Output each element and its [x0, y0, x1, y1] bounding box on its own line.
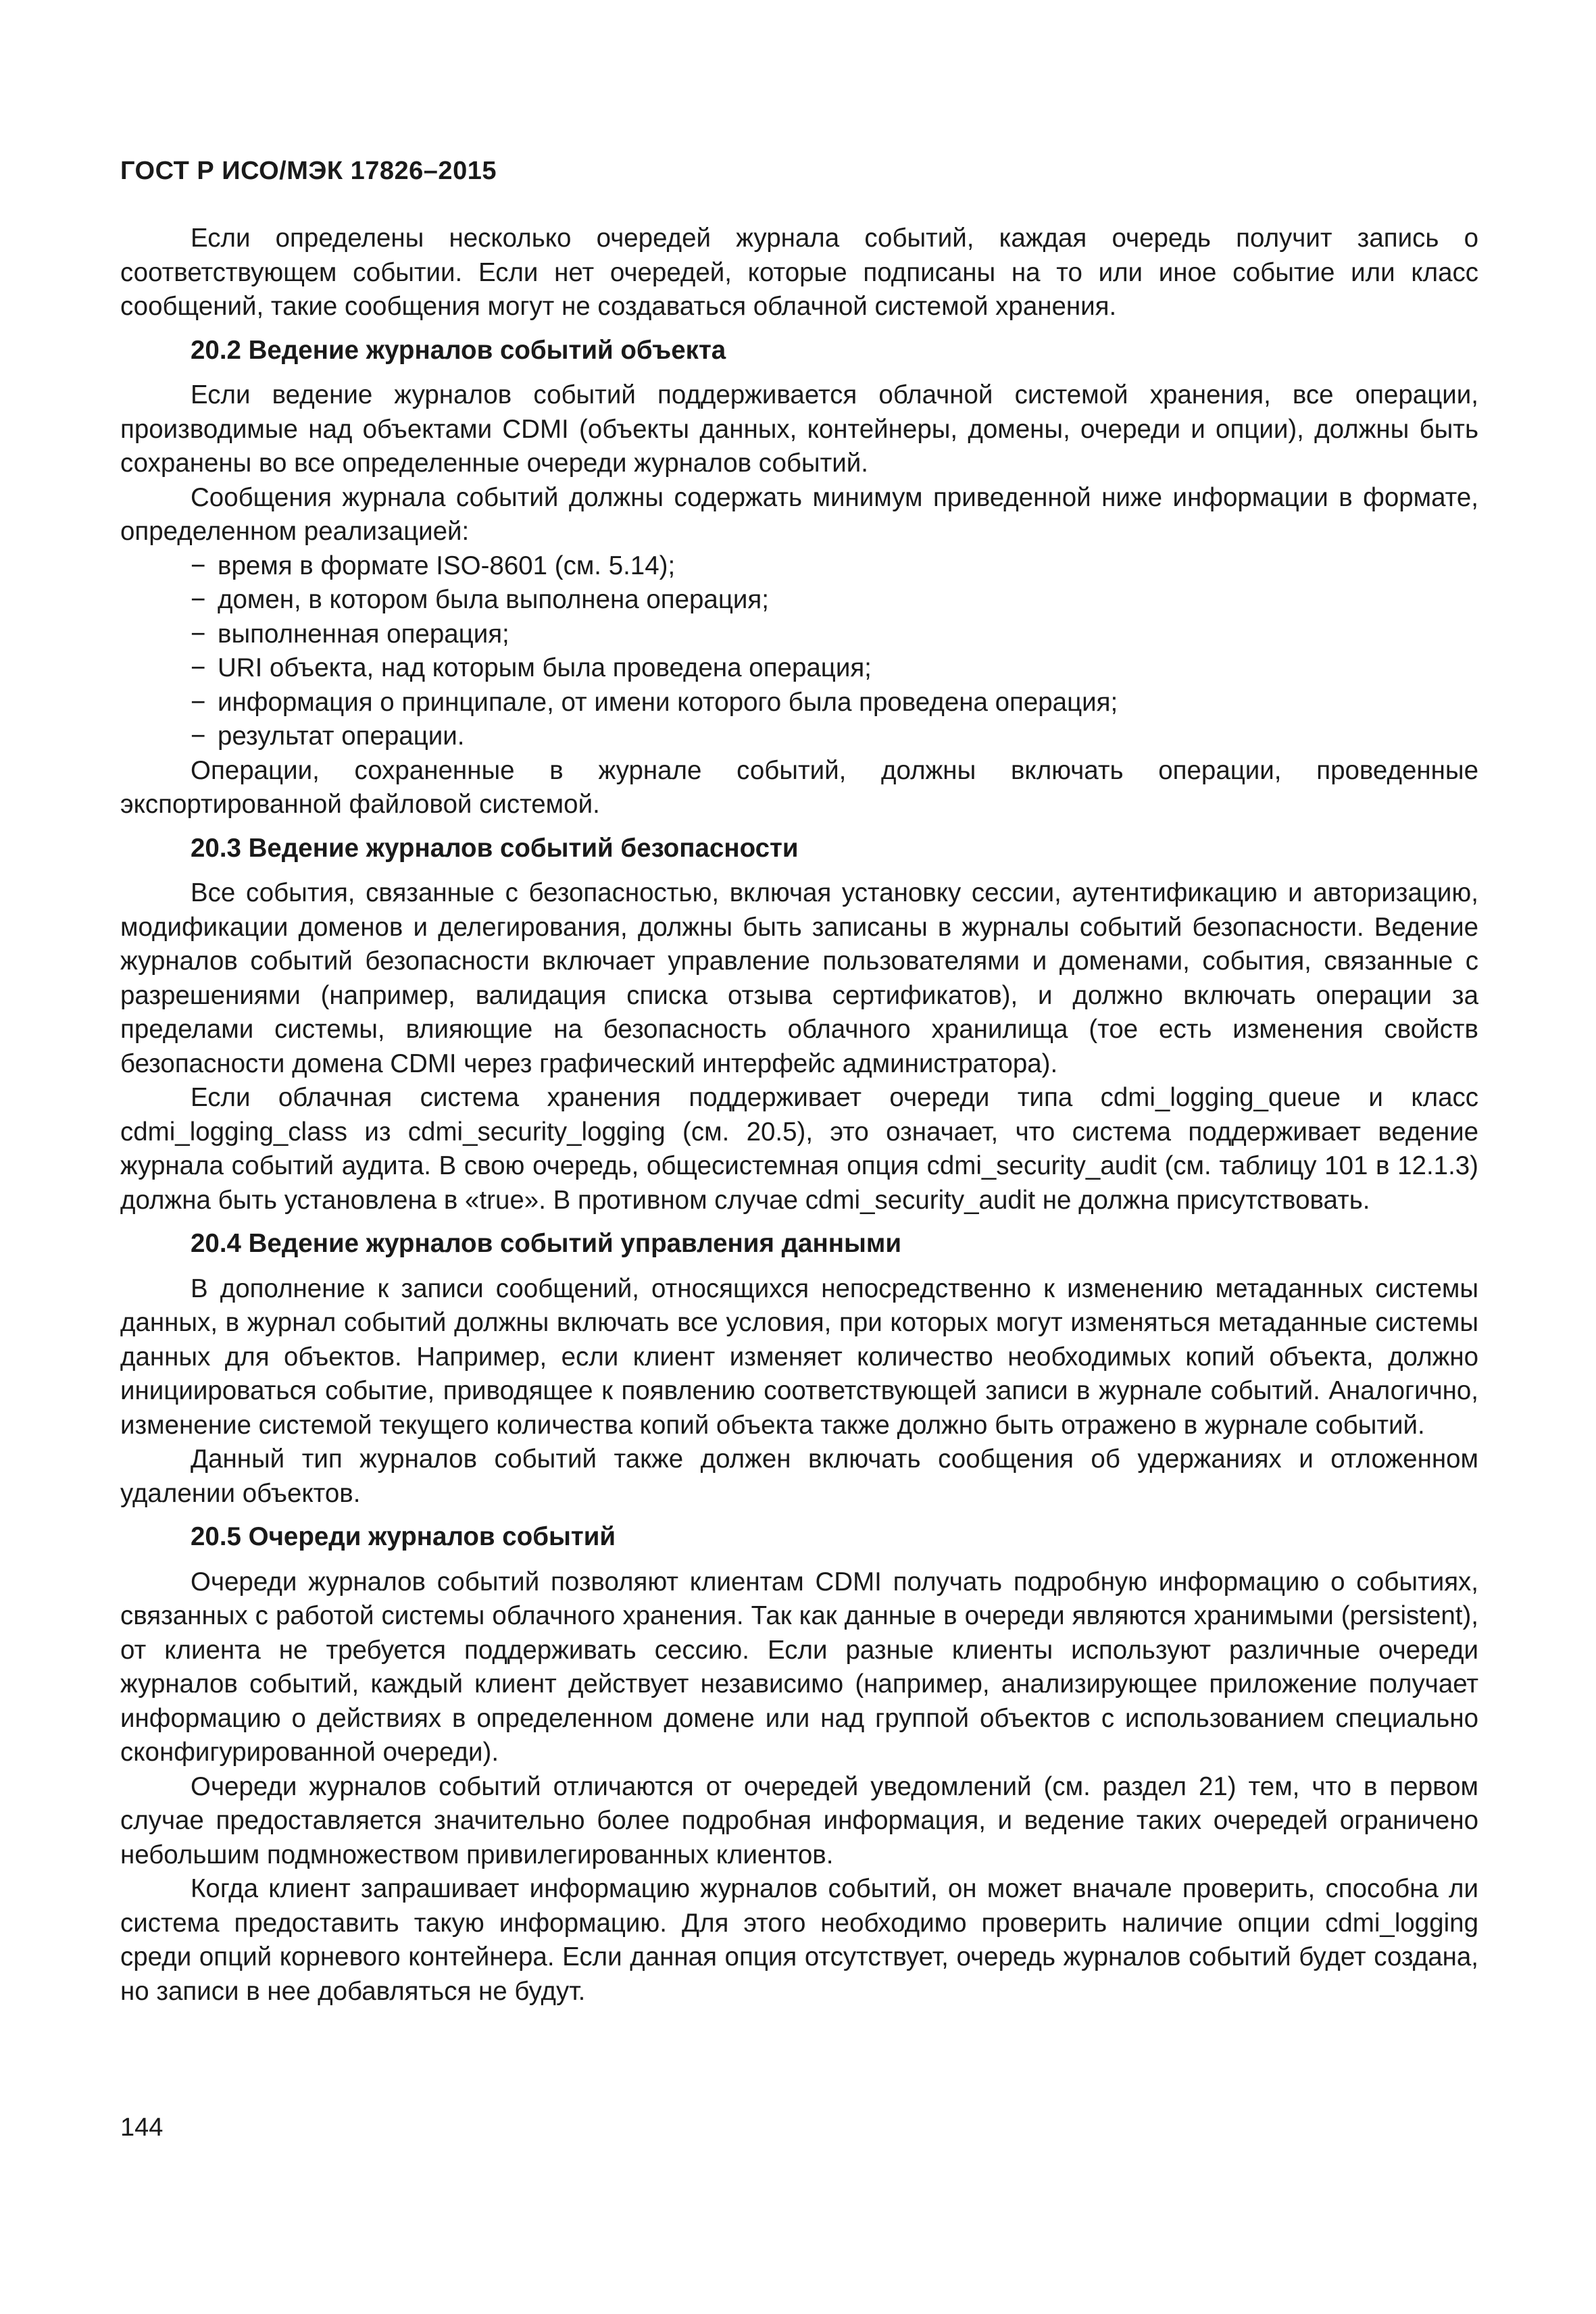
- section-20-3-paragraph-2: Если облачная система хранения поддерживает очереди типа cdmi_logging_queue и класс cdmi_logging_class из cdmi_security_logging (см. 20.5), это означает, что система поддерживает ведение журнала событий аудита. В свою очередь, общесистемная опция cdmi_security_audit (см. таблицу 101 в 12.1.3) должна быть установлена в «true». В противном случае cdmi_security_audit не должна присутствовать.: [120, 1083, 1478, 1215]
- list-item: [191, 618, 1478, 652]
- list-item: [191, 549, 1478, 584]
- section-20-2-paragraph-1: Если ведение журналов событий поддерживается облачной системой хранения, все операции, производимые над объектами CDMI (объекты данных, контейнеры, домены, очереди и опции), должны быть сохранены во все определенные очереди журналов событий.: [120, 380, 1478, 478]
- list-dash: −: [191, 722, 206, 751]
- section-20-4-paragraph-1: В дополнение к записи сообщений, относящихся непосредственно к изменению метаданных системы данных, в журнал событий должны включать все условия, при которых могут изменяться метаданные системы данных для объектов. Например, если клиент изменяет количество необходимых копий объекта, должно инициироваться событие, приводящее к появлению соответствующей записи в журнале событий. Аналогично, изменение системой текущего количества копий объекта также должно быть отражено в журнале событий.: [120, 1274, 1478, 1440]
- list-dash: −: [191, 551, 206, 580]
- page-number: 144: [120, 2113, 164, 2142]
- list-item-text: URI объекта, над которым была проведена операция;: [218, 653, 872, 682]
- section-20-5-paragraph-3: Когда клиент запрашивает информацию журналов событий, он может вначале проверить, способна ли система предоставить такую информацию. Для этого необходимо проверить наличие опции cdmi_logging среди опций корневого контейнера. Если данная опция отсутствует, очередь журналов событий будет создана, но записи в нее добавляться не будут.: [120, 1874, 1478, 2006]
- document-header: ГОСТ Р ИСО/МЭК 17826–2015: [120, 157, 497, 185]
- document-body: [120, 222, 1478, 2009]
- section-20-5-paragraph-1: Очереди журналов событий позволяют клиентам CDMI получать подробную информацию о событиях, связанных с работой системы облачного хранения. Так как данные в очереди являются хранимыми (persistent), от клиента не требуется поддерживать сессию. Если разные клиенты используют различные очереди журналов событий, каждый клиент действует независимо (например, анализирующее приложение получает информацию о действиях в определенном домене или над группой объектов с использованием специально сконфигурированной очереди).: [120, 1567, 1478, 1767]
- list-item: [191, 651, 1478, 686]
- list-item-text: домен, в котором была выполнена операция;: [218, 585, 769, 614]
- list-item-text: информация о принципале, от имени которого была проведена операция;: [218, 687, 1118, 717]
- list-item: [191, 583, 1478, 618]
- section-20-5-paragraph-2: Очереди журналов событий отличаются от очередей уведомлений (см. раздел 21) тем, что в первом случае предоставляется значительно более подробная информация, и ведение таких очередей ограничено небольшим подмножеством привилегированных клиентов.: [120, 1771, 1478, 1869]
- list-dash: −: [191, 687, 206, 717]
- section-20-5-heading: 20.5 Очереди журналов событий: [191, 1522, 616, 1551]
- list-item: [191, 720, 1478, 754]
- list-dash: −: [191, 585, 206, 614]
- list-item-text: время в формате ISO-8601 (см. 5.14);: [218, 551, 676, 580]
- section-20-2-paragraph-2: Сообщения журнала событий должны содержать минимум приведенной ниже информации в формате, определенном реализацией:: [120, 482, 1478, 546]
- section-20-4-heading: 20.4 Ведение журналов событий управления данными: [191, 1229, 902, 1258]
- section-20-3-heading: 20.3 Ведение журналов событий безопасности: [191, 833, 799, 863]
- list-item-text: выполненная операция;: [218, 619, 509, 649]
- section-20-4-paragraph-2: Данный тип журналов событий также должен включать сообщения об удержаниях и отложенном удалении объектов.: [120, 1444, 1478, 1508]
- intro-paragraph: Если определены несколько очередей журнала событий, каждая очередь получит запись о соответствующем событии. Если нет очередей, которые подписаны на то или иное событие или класс сообщений, такие сообщения могут не создаваться облачной системой хранения.: [120, 224, 1478, 321]
- list-dash: −: [191, 619, 206, 649]
- section-20-2-paragraph-3: Операции, сохраненные в журнале событий, должны включать операции, проведенные экспортированной файловой системой.: [120, 755, 1478, 819]
- section-20-3-paragraph-1: Все события, связанные с безопасностью, включая установку сессии, аутентификацию и авторизацию, модификации доменов и делегирования, должны быть записаны в журналы событий безопасности. Ведение журналов событий безопасности включает управление пользователями и доменами, события, связанные с разрешениями (например, валидация списка отзыва сертификатов), и должно включать операции за пределами системы, влияющие на безопасность облачного хранилища (тое есть изменения свойств безопасности домена CDMI через графический интерфейс администратора).: [120, 878, 1478, 1078]
- section-20-2-heading: 20.2 Ведение журналов событий объекта: [191, 335, 726, 365]
- section-20-2-list: [120, 549, 1478, 754]
- list-item: [191, 686, 1478, 720]
- list-dash: −: [191, 653, 206, 682]
- list-item-text: результат операции.: [218, 722, 465, 751]
